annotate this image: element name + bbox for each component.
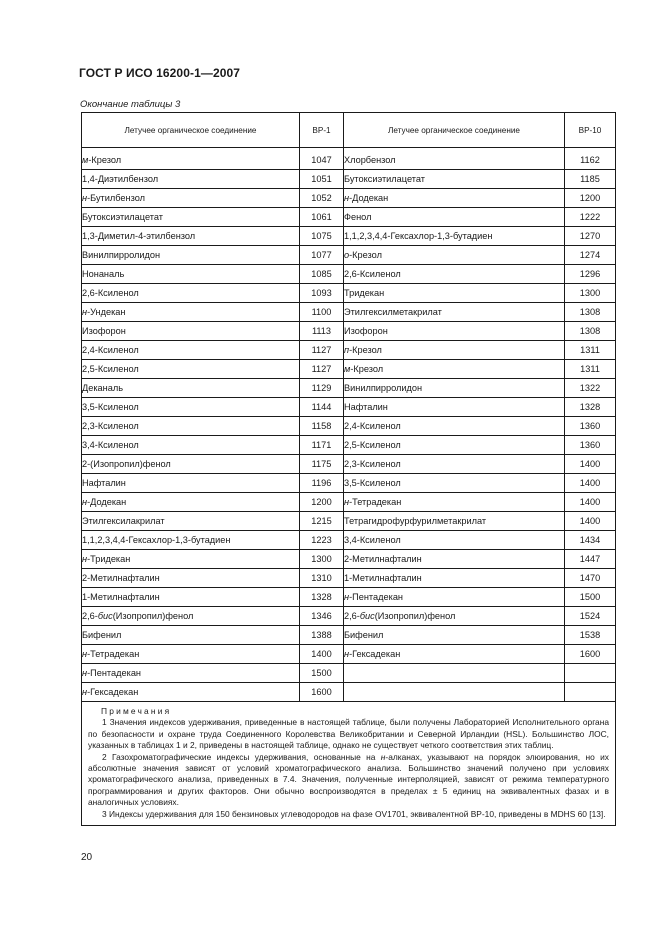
table-row — [82, 588, 616, 607]
page-number: 20 — [81, 852, 93, 863]
table-row — [82, 474, 616, 493]
retention-index-bp10: 1322 — [565, 379, 616, 398]
compound-name-left: Деканаль — [82, 379, 300, 398]
compound-name-left: н-Гексадекан — [82, 683, 300, 702]
compound-name-right: 2,5-Ксиленол — [344, 436, 565, 455]
retention-index-bp10: 1538 — [565, 626, 616, 645]
note-paragraph-1: 1 Значения индексов удерживания, приведенные в настоящей таблице, были получены Лабораторией Исполнительного органа по безопасности и охране труда Соединенного Королевства Великобритании и Северной Ирландии (HSL). Большинство ЛОС, указанных в таблицах 1 и 2, приведены в настоящей таблице, однако не существует четкого соответствия этих таблиц. — [88, 717, 609, 751]
retention-index-bp1: 1052 — [300, 189, 344, 208]
retention-index-bp10: 1308 — [565, 303, 616, 322]
table-row — [82, 170, 616, 189]
compound-name-right: н-Тетрадекан — [344, 493, 565, 512]
table-row — [82, 398, 616, 417]
retention-index-bp10: 1360 — [565, 436, 616, 455]
retention-index-bp1: 1171 — [300, 436, 344, 455]
compound-name-right: Фенол — [344, 208, 565, 227]
table-row — [82, 607, 616, 626]
retention-index-bp10 — [565, 683, 616, 702]
compound-name-left: 1-Метилнафталин — [82, 588, 300, 607]
retention-index-bp1: 1158 — [300, 417, 344, 436]
retention-index-bp10: 1200 — [565, 189, 616, 208]
retention-index-bp1: 1400 — [300, 645, 344, 664]
retention-index-bp1: 1127 — [300, 341, 344, 360]
compound-name-right: 1-Метилнафталин — [344, 569, 565, 588]
compound-name-right — [344, 683, 565, 702]
retention-index-bp1: 1196 — [300, 474, 344, 493]
retention-index-bp1: 1215 — [300, 512, 344, 531]
table-row — [82, 569, 616, 588]
compound-name-right: Винилпирролидон — [344, 379, 565, 398]
retention-index-bp10: 1434 — [565, 531, 616, 550]
table-row — [82, 664, 616, 683]
compound-name-right: 1,1,2,3,4,4-Гексахлор-1,3-бутадиен — [344, 227, 565, 246]
retention-index-bp10: 1185 — [565, 170, 616, 189]
compound-name-left: Изофорон — [82, 322, 300, 341]
retention-index-bp1: 1061 — [300, 208, 344, 227]
table-row — [82, 645, 616, 664]
retention-index-bp1: 1047 — [300, 148, 344, 170]
retention-index-bp10: 1328 — [565, 398, 616, 417]
table-row — [82, 322, 616, 341]
table-row — [82, 148, 616, 170]
table-row — [82, 303, 616, 322]
retention-index-bp1: 1075 — [300, 227, 344, 246]
compound-name-right: Хлорбензол — [344, 148, 565, 170]
compound-name-right: Нафталин — [344, 398, 565, 417]
compound-name-left: 2,6-бис(Изопропил)фенол — [82, 607, 300, 626]
compound-name-left: н-Пентадекан — [82, 664, 300, 683]
retention-index-bp10 — [565, 664, 616, 683]
retention-index-bp1: 1144 — [300, 398, 344, 417]
table-row — [82, 189, 616, 208]
column-header-compound-right: Летучее органическое соединение — [344, 113, 565, 148]
table-row — [82, 379, 616, 398]
compound-name-right: 3,4-Ксиленол — [344, 531, 565, 550]
table-row — [82, 284, 616, 303]
compound-name-left: Винилпирролидон — [82, 246, 300, 265]
retention-index-bp10: 1296 — [565, 265, 616, 284]
retention-index-bp1: 1346 — [300, 607, 344, 626]
retention-index-bp1: 1129 — [300, 379, 344, 398]
compound-name-right: Этилгексилметакрилат — [344, 303, 565, 322]
retention-index-bp1: 1100 — [300, 303, 344, 322]
compound-name-right: о-Крезол — [344, 246, 565, 265]
retention-index-bp10: 1300 — [565, 284, 616, 303]
retention-index-bp1: 1085 — [300, 265, 344, 284]
compound-name-left: Нонаналь — [82, 265, 300, 284]
compound-name-left: 2,3-Ксиленол — [82, 417, 300, 436]
table-row — [82, 436, 616, 455]
retention-index-bp10: 1524 — [565, 607, 616, 626]
compound-name-left: 2,6-Ксиленол — [82, 284, 300, 303]
compound-name-left: н-Тетрадекан — [82, 645, 300, 664]
retention-index-bp10: 1311 — [565, 360, 616, 379]
compound-name-left: н-Додекан — [82, 493, 300, 512]
compound-name-left: 2,5-Ксиленол — [82, 360, 300, 379]
compound-name-left: 2-(Изопропил)фенол — [82, 455, 300, 474]
compound-name-left: Бифенил — [82, 626, 300, 645]
retention-index-bp1: 1113 — [300, 322, 344, 341]
compound-name-right: Тридекан — [344, 284, 565, 303]
compound-name-left: н-Ундекан — [82, 303, 300, 322]
table-row — [82, 360, 616, 379]
retention-index-bp10: 1222 — [565, 208, 616, 227]
compound-name-left: н-Бутилбензол — [82, 189, 300, 208]
retention-index-bp1: 1388 — [300, 626, 344, 645]
table-row — [82, 626, 616, 645]
compound-name-left: 3,5-Ксиленол — [82, 398, 300, 417]
retention-index-table — [81, 112, 616, 826]
table-row — [82, 208, 616, 227]
retention-index-bp10: 1360 — [565, 417, 616, 436]
retention-index-bp10: 1600 — [565, 645, 616, 664]
retention-index-bp10: 1447 — [565, 550, 616, 569]
retention-index-bp10: 1500 — [565, 588, 616, 607]
compound-name-right: н-Додекан — [344, 189, 565, 208]
compound-name-right: н-Гексадекан — [344, 645, 565, 664]
compound-name-left: Бутоксиэтилацетат — [82, 208, 300, 227]
compound-name-left: 3,4-Ксиленол — [82, 436, 300, 455]
compound-name-right: п-Крезол — [344, 341, 565, 360]
retention-index-bp10: 1400 — [565, 455, 616, 474]
table-row — [82, 417, 616, 436]
table-row — [82, 341, 616, 360]
table-header-row — [82, 113, 616, 148]
retention-index-bp1: 1300 — [300, 550, 344, 569]
retention-index-bp10: 1400 — [565, 512, 616, 531]
column-header-bp1: ВР-1 — [300, 113, 344, 148]
compound-name-right: 2,3-Ксиленол — [344, 455, 565, 474]
compound-name-left: н-Тридекан — [82, 550, 300, 569]
table-row — [82, 246, 616, 265]
retention-index-bp1: 1328 — [300, 588, 344, 607]
retention-index-bp10: 1308 — [565, 322, 616, 341]
retention-index-bp1: 1600 — [300, 683, 344, 702]
compound-name-right: н-Пентадекан — [344, 588, 565, 607]
compound-name-right: Бутоксиэтилацетат — [344, 170, 565, 189]
notes-title: Примечания — [101, 706, 172, 716]
retention-index-bp10: 1274 — [565, 246, 616, 265]
compound-name-left: м-Крезол — [82, 148, 300, 170]
retention-index-bp1: 1077 — [300, 246, 344, 265]
compound-name-left: 1,3-Диметил-4-этилбензол — [82, 227, 300, 246]
column-header-compound-left: Летучее органическое соединение — [82, 113, 300, 148]
table-row — [82, 265, 616, 284]
compound-name-right: Тетрагидрофурфурилметакрилат — [344, 512, 565, 531]
retention-index-bp10: 1470 — [565, 569, 616, 588]
note-paragraph-3: 3 Индексы удерживания для 150 бензиновых углеводородов на фазе OV1701, эквивалентной ВР-10, приведены в MDHS 60 [13]. — [102, 808, 606, 819]
compound-name-left: Этилгексилакрилат — [82, 512, 300, 531]
compound-name-right: 2,4-Ксиленол — [344, 417, 565, 436]
table-caption: Окончание таблицы 3 — [80, 99, 181, 110]
notes-row — [82, 702, 616, 826]
retention-index-bp1: 1310 — [300, 569, 344, 588]
compound-name-left: Нафталин — [82, 474, 300, 493]
retention-index-bp1: 1223 — [300, 531, 344, 550]
compound-name-left: 1,1,2,3,4,4-Гексахлор-1,3-бутадиен — [82, 531, 300, 550]
retention-index-bp1: 1200 — [300, 493, 344, 512]
note-paragraph-2: 2 Газохроматографические индексы удерживания, основанные на н-алканах, указывают на порядок элюирования, но их абсолютные значения зависят от условий хроматографического анализа. Большинство значений получено при условиях хроматографического анализа, приведенных в 7.4. Значения, полученные интерполяцией, зависят от режима температурного программирования и других факторов. Они обычно воспроизводятся в пределах ± 5 единиц на эквивалентных фазах и в аналогичных условиях. — [88, 751, 609, 808]
compound-name-left: 2-Метилнафталин — [82, 569, 300, 588]
table-row — [82, 683, 616, 702]
compound-name-right: Бифенил — [344, 626, 565, 645]
compound-name-left: 2,4-Ксиленол — [82, 341, 300, 360]
column-header-bp10: ВР-10 — [565, 113, 616, 148]
retention-index-bp10: 1400 — [565, 493, 616, 512]
compound-name-right: Изофорон — [344, 322, 565, 341]
document-header: ГОСТ Р ИСО 16200-1—2007 — [79, 66, 241, 80]
retention-index-bp1: 1051 — [300, 170, 344, 189]
retention-index-bp1: 1127 — [300, 360, 344, 379]
table-row — [82, 531, 616, 550]
retention-index-bp10: 1311 — [565, 341, 616, 360]
table-row — [82, 512, 616, 531]
compound-name-right: м-Крезол — [344, 360, 565, 379]
table-row — [82, 493, 616, 512]
notes-block — [82, 702, 616, 826]
compound-name-right — [344, 664, 565, 683]
retention-index-bp10: 1400 — [565, 474, 616, 493]
retention-index-bp10: 1162 — [565, 148, 616, 170]
compound-name-left: 1,4-Диэтилбензол — [82, 170, 300, 189]
retention-index-bp1: 1175 — [300, 455, 344, 474]
compound-name-right: 3,5-Ксиленол — [344, 474, 565, 493]
retention-index-bp1: 1500 — [300, 664, 344, 683]
compound-name-right: 2,6-Ксиленол — [344, 265, 565, 284]
retention-index-bp1: 1093 — [300, 284, 344, 303]
table-row — [82, 550, 616, 569]
retention-index-bp10: 1270 — [565, 227, 616, 246]
table-row — [82, 455, 616, 474]
table-row — [82, 227, 616, 246]
compound-name-right: 2-Метилнафталин — [344, 550, 565, 569]
compound-name-right: 2,6-бис(Изопропил)фенол — [344, 607, 565, 626]
